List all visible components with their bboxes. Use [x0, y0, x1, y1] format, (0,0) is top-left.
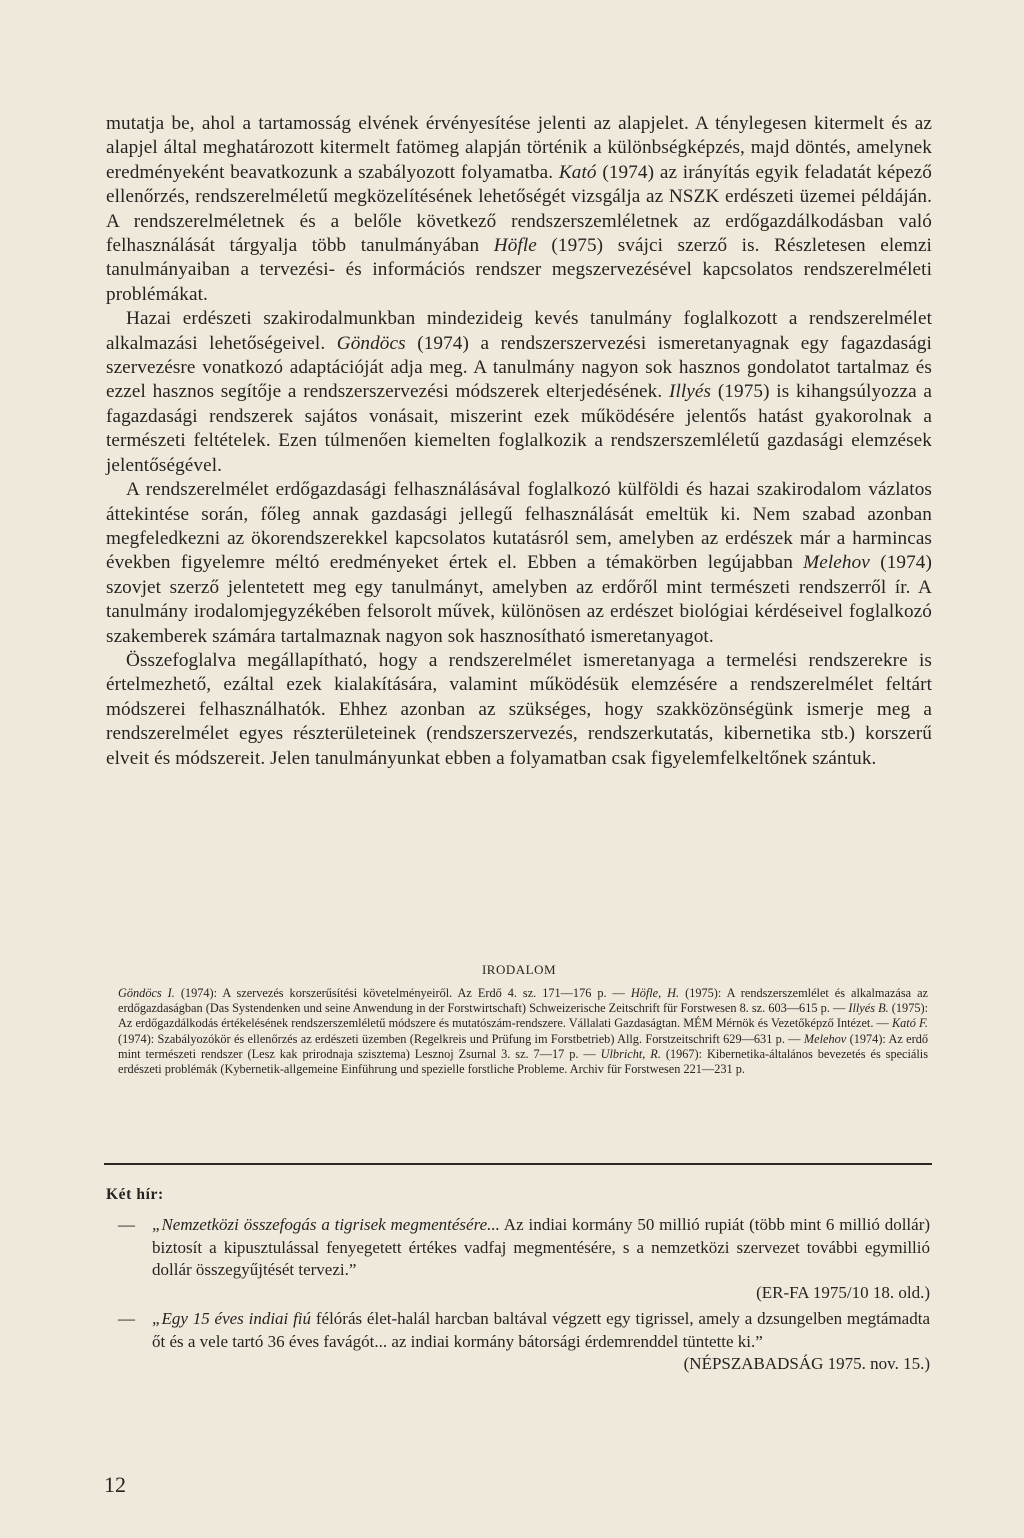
news-item [118, 1214, 930, 1304]
main-body-text [106, 112, 932, 771]
news-list [118, 1214, 930, 1376]
news-item-text [152, 1214, 930, 1282]
text-span: Hazai erdészeti szakirodalmunkban mindezideig kevés tanulmány foglalkozott a rendszerelmélet alkalmazási lehetőségeivel. [106, 308, 932, 354]
text-span: (1974) a rendszerszervezési ismeretanyagnak egy fagazdasági szervezésre vonatkozó adaptációját adja meg. A tanulmány nagyon sok hasznos gondolatot tartalmaz és ezzel hasznos segítője a rendszerszervezési módszerek elterjedésének. [106, 332, 932, 403]
ref-author: Illyés B. [848, 1001, 889, 1016]
text-span: A rendszerelmélet erdőgazdasági felhasználásával foglalkozó külföldi és hazai szakirodalom vázlatos áttekintése során, főleg annak gazdasági jellegű felhasználását emeltük ki. Nem szabad azonban megfeledkezni az ökorendszerekkel kapcsolatos kutatásról sem, amelyben az erdészek már a harmincas években figyelemre méltó eredményeket értek el. Ebben a témakörben legújabban [106, 479, 932, 574]
author-name: Höfle [493, 235, 537, 257]
text-span: (1975) svájci szerző is. Részletesen elemzi tanulmányaiban a tervezési- és információs rendszer megszervezésével kapcsolatos rendszerelméleti problémákat. [106, 235, 932, 305]
page-number: 12 [104, 1472, 126, 1497]
author-name: Göndöcs [336, 332, 406, 354]
references-text [118, 986, 928, 1077]
ref-text: (1967): Kibernetika-általános bevezetés és speciális erdészeti problémák (Kybernetik-allgemeine Einführung und spezielle forstliche Probleme. Archiv für Forstwesen 221—231 p. [118, 1046, 929, 1077]
references-list [118, 986, 928, 1077]
news-body: félórás élet-halál harcban baltával végzett egy tigrissel, amely a dzsungelben megtámadta őt és a vele tartó 36 éves favágót... az indiai kormány bátorsági érdemrenddel tüntette ki.” [152, 1309, 930, 1351]
author-name: Illyés [668, 381, 712, 403]
paragraph-3 [106, 478, 932, 649]
paragraph-2 [106, 307, 932, 478]
news-title: „Egy 15 éves indiai fiú [152, 1309, 312, 1328]
dash-marker: — [118, 1309, 135, 1328]
dash-marker: — [118, 1215, 135, 1234]
paragraph-1 [106, 112, 932, 307]
news-item-text [152, 1308, 930, 1353]
ref-author: Ulbricht, R. [600, 1046, 661, 1061]
paragraph-4: Összefoglalva megállapítható, hogy a rendszerelmélet ismeretanyaga a termelési rendszerekre is értelmezhető, ezáltal ezek kialakítására, valamint működésük elemzésére a rendszerelmélet feltárt módszerei felhasználhatók. Ehhez azonban az szükséges, hogy szakközönségünk ismerje meg a rendszerelmélet egyes részterületeinek (rendszerszervezés, rendszerkutatás, kibernetika stb.) korszerű elveit és módszereit. Jelen tanulmányunkat ebben a folyamatban csak figyelemfelkeltőnek szántuk. [106, 649, 932, 769]
news-source: (ER-FA 1975/10 18. old.) [756, 1282, 930, 1302]
text-span: (1974) szovjet szerző jelentetett meg egy tanulmányt, amelyben az erdőről mint természeti rendszerről ír. A tanulmány irodalomjegyzékében felsorolt művek, különösen az erdészet biológiai kérdéseivel foglalkozó szakemberek számára tartalmaznak nagyon sok hasznosítható ismeretanyagot. [106, 552, 932, 647]
news-heading: Két hír: [106, 1186, 164, 1203]
author-name: Kató [558, 161, 597, 183]
text-span: (1975) is kihangsúlyozza a fagazdasági rendszerek sajátos vonásait, miszerint ezek működésére jelentős hatást gyakorolnak a természeti feltételek. Ezen túlmenően kiemelten foglalkozik a rendszerszemléletű gazdasági elemzések jelentőségével. [106, 381, 933, 476]
text-span: mutatja be, ahol a tartamosság elvének érvényesítése jelenti az alapjelet. A ténylegesen kitermelt és az alapjel által meghatározott kitermelt fatömeg alapján történik a különbségképzés, majd döntés, amelynek eredményeként beavatkozunk a szabályozott folyamatba. [106, 113, 932, 183]
text-span: (1974) az irányítás egyik feladatát képező ellenőrzés, rendszerelméletű megközelítésének lehetőségét vizsgálja az NSZK erdészeti üzemei példáján. A rendszerelméletnek és a belőle következő rendszerszemléletnek az erdőgazdálkodásban való felhasználását tárgyalja több tanulmányában [106, 161, 932, 257]
ref-text: (1974): A szervezés korszerűsítési követelményeiről. Az Erdő 4. sz. 171—176 p. — [180, 986, 625, 1000]
ref-text: (1975): A rendszerszemlélet és alkalmazása az erdőgazdaságban (Das Systendenken und seine Anwendung in der Forstwirtschaft) Schweizerische Zeitschrift für Forstwesen 8. sz. 603—615 p. — [118, 986, 928, 1016]
news-source: (NÉPSZABADSÁG 1975. nov. 15.) [683, 1354, 930, 1373]
ref-author: Höfle, H. [630, 986, 680, 1000]
author-name: Melehov [803, 552, 870, 574]
ref-text: (1974): Az erdő mint természeti rendszer (Lesz kak prirodnaja szisztema) Lesznoj Zsurnal 3. sz. 7—17 p. — [118, 1031, 929, 1061]
news-body: Az indiai kormány 50 millió rupiát (több mint 6 millió dollár) biztosít a kipusztulással fenyegetett értékes vadfaj megmentésére, s a nemzetközi szervezet további egymillió dollár összegyűjtését tervezi.” [152, 1215, 931, 1279]
references-heading: IRODALOM [481, 962, 557, 977]
ref-text: (1975): Az erdőgazdálkodás értékelésének rendszerszemléletű módszere és mutatószám-rendszere. Vállalati Gazdaságtan. MÉM Mérnök és Vezetőképző Intézet. — [118, 1001, 928, 1031]
ref-text: (1974): Szabályozókör és ellenőrzés az erdészeti üzemben (Regelkreis und Prüfung im Forstbetrieb) Allg. Forstzeitschrift 629—631 p. — [118, 1031, 801, 1046]
news-title: „Nemzetközi összefogás a tigrisek megmentésére... [152, 1215, 500, 1234]
ref-author: Kató F. [891, 1016, 928, 1031]
ref-author: Göndöcs I. [118, 986, 175, 1000]
news-item [118, 1308, 930, 1376]
ref-author: Melehov [803, 1031, 847, 1046]
section-divider [104, 1163, 932, 1165]
